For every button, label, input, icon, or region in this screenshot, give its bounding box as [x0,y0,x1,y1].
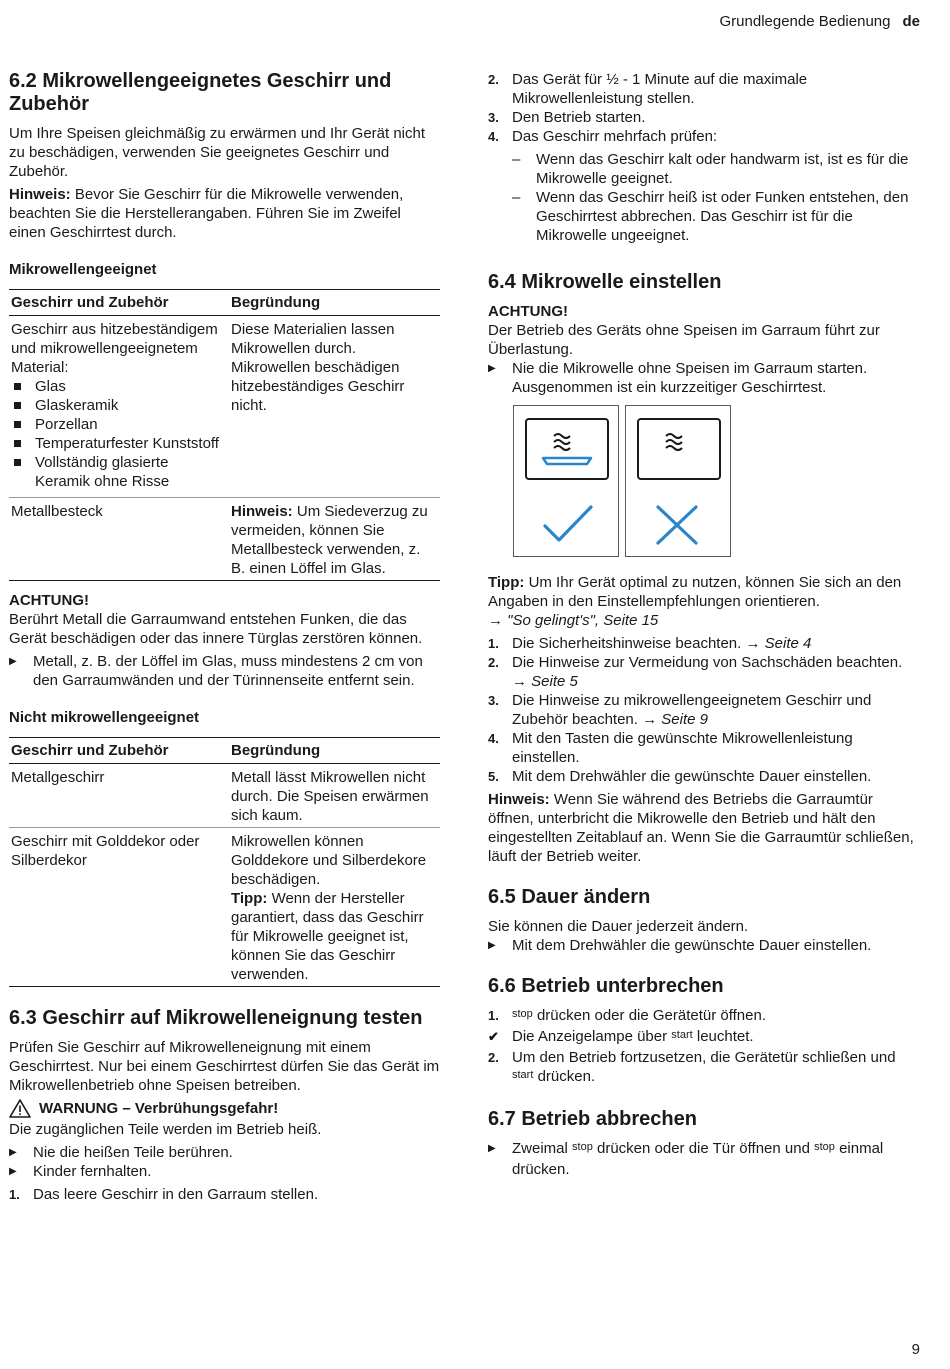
list-item [11,377,227,396]
table-row [9,498,440,581]
list-item [488,359,920,397]
table-header-cell: Geschirr und Zubehör [9,738,229,764]
warning-title [9,1099,440,1118]
reference-link[interactable]: "So gelingt's", Seite 15 [507,612,659,629]
header-language: de [902,13,920,30]
unsuitable-table [9,737,440,987]
arrow-right-icon: → [745,635,761,652]
list-item-text: Die Sicherheitshinweise beachten. [512,635,746,652]
list-item-text: einmal drücken. [512,1140,884,1178]
list-item-text: Glaskeramik [35,397,119,414]
step-number: 2. [488,1050,499,1065]
tip [488,573,920,611]
caution-steps [9,652,440,690]
arrow-right-icon: ▶ [488,1143,496,1154]
list-item [11,453,227,491]
arrow-right-icon: ▶ [9,1166,17,1177]
list-item [488,1048,920,1088]
arrow-right-icon: ▶ [9,656,17,667]
table-header-cell: Begründung [229,738,440,764]
arrow-right-icon: → [488,612,503,629]
arrow-right-icon: → [512,673,527,690]
list-item-text: Das leere Geschirr in den Garraum stellen. [33,1186,319,1203]
section-6-3-intro: Prüfen Sie Geschirr auf Mikrowelleneignung mit einem Geschirrtest. Nur bei einem Geschirrtest dürfen Sie das Gerät im Mikrowellenbetrieb ohne Speisen betreiben. [9,1039,440,1094]
list-item-text: drücken oder die Tür öffnen und [596,1140,810,1157]
oven-with-dish [525,418,609,480]
tip-text: Wenn der Hersteller garantiert, dass das Geschirr für Mikrowelle geeignet ist, können Sie das Geschirr verwenden. [231,890,424,983]
step-number: 2. [488,72,499,87]
section-6-2-hint [9,185,440,242]
list-item-text: drücken oder die Gerätetür öffnen. [536,1007,767,1024]
list-item [9,1185,440,1204]
list-item [11,396,227,415]
list-item [9,1162,440,1181]
list-item-text: leuchtet. [696,1028,754,1045]
hint-text: Bevor Sie Geschirr für die Mikrowelle verwenden, beachten Sie die Herstellerangaben. Führen Sie im Zweifel einen Geschirrtest durch. [9,186,404,241]
illustration-panel-wrong [625,405,731,557]
list-item [488,70,920,108]
list-item-text: Metall, z. B. der Löffel im Glas, muss mindestens 2 cm von den Garraumwänden und der Türinnenseite entfernt sein. [33,653,423,689]
arrow-right-icon: ▶ [9,1147,17,1158]
list-item [488,729,920,767]
list-item [488,767,920,786]
setting-steps [488,634,920,786]
left-column [9,70,440,1208]
table-cell: Metall lässt Mikrowellen nicht durch. Die Speisen erwärmen sich kaum. [229,764,440,828]
arrow-right-icon: ▶ [488,363,496,374]
microwave-illustration [513,405,920,557]
section-6-4-hint [488,790,920,866]
hint-label: Hinweis: [488,791,550,808]
table-cell: Diese Materialien lassen Mikrowellen durch. Mikrowellen beschädigen hitzebeständiges Geschirr nicht. [229,316,440,498]
caution-steps [488,359,920,397]
page-header [720,12,921,31]
bullet-square-icon [14,459,21,466]
warning-triangle-icon [9,1099,31,1118]
list-item-text: Temperaturfester Kunststoff [35,435,219,452]
list-item-text: Wenn das Geschirr heiß ist oder Funken entstehen, den Geschirrtest abbrechen. Das Geschirr ist für die Mikrowelle ungeeignet. [536,189,909,244]
step-number: 4. [488,731,499,746]
table-cell [229,498,440,581]
tip-reference [488,611,920,630]
list-item-text: Den Betrieb starten. [512,109,646,126]
dash-marker: – [512,189,521,206]
warning-title-text: WARNUNG – Verbrühungsgefahr! [39,1100,279,1117]
list-item-text: Um den Betrieb fortzusetzen, die Gerätetür schließen und [512,1049,896,1066]
caution-label: ACHTUNG! [9,592,89,609]
section-6-4-title: 6.4 Mikrowelle einstellen [488,271,722,293]
list-item-text: Porzellan [35,416,98,433]
list-item-text: Wenn das Geschirr kalt oder handwarm ist, ist es für die Mikrowelle geeignet. [536,151,909,187]
tip-label: Tipp: [231,890,268,907]
table-header-row [9,290,440,316]
hint-label: Hinweis: [231,503,293,520]
list-item [9,1143,440,1162]
reference-link[interactable]: Seite 4 [764,635,812,652]
step-number: 2. [488,655,499,670]
cell-text: Geschirr aus hitzebeständigem und mikrowellengeeignetem Material: [11,321,218,376]
test-steps-continued [488,70,920,146]
check-result-icon: ✔ [488,1029,499,1044]
tip-text: Um Ihr Gerät optimal zu nutzen, können Sie sich an den Angaben in den Einstellempfehlungen orientieren. [488,574,902,610]
list-item [512,188,920,245]
table-cell [229,828,440,987]
bullet-square-icon [14,383,21,390]
page-number: 9 [911,1341,920,1358]
list-item-text: Mit dem Drehwähler die gewünschte Dauer einstellen. [512,768,872,785]
table-cell: Metallbesteck [9,498,229,581]
stop-key-label: stop [572,1141,593,1153]
start-key-label: start [512,1069,534,1081]
test-steps [9,1185,440,1204]
section-6-3-title: 6.3 Geschirr auf Mikrowelleneignung testen [9,1007,423,1029]
list-item-text: Kinder fernhalten. [33,1163,152,1180]
arrow-right-icon: ▶ [488,940,496,951]
reference-link[interactable]: Seite 5 [531,673,578,690]
section-6-2-intro: Um Ihre Speisen gleichmäßig zu erwärmen und Ihr Gerät nicht zu beschädigen, verwenden Sie geeignetes Geschirr und Zubehör. [9,125,426,180]
suitable-title: Mikrowellengeeignet [9,261,157,278]
microwave-waves-icon [527,420,607,478]
step-number: 1. [488,1008,499,1023]
step-number: 3. [488,110,499,125]
section-6-7-title: 6.7 Betrieb abbrechen [488,1108,697,1130]
table-row [9,828,440,987]
step-number: 4. [488,129,499,144]
table-header-cell: Geschirr und Zubehör [9,290,229,316]
cross-icon [654,504,700,546]
list-item [488,1006,920,1027]
list-item-text: Das Geschirr mehrfach prüfen: [512,128,718,145]
suitable-table [9,289,440,581]
bullet-square-icon [14,402,21,409]
illustration-panel-correct [513,405,619,557]
right-column [488,70,920,1183]
unsuitable-title: Nicht mikrowellengeeignet [9,709,200,726]
material-list [11,377,227,491]
step-number: 5. [488,769,499,784]
table-header-cell: Begründung [229,290,440,316]
section-6-2-title: 6.2 Mikrowellengeeignetes Geschirr und Zubehör [9,70,392,115]
bullet-square-icon [14,421,21,428]
list-item-text: Die Hinweise zur Vermeidung von Sachschäden beachten. [512,654,903,671]
list-item-text: Mit den Tasten die gewünschte Mikrowellenleistung einstellen. [512,730,853,766]
step-number: 1. [9,1187,20,1202]
section-6-5-intro: Sie können die Dauer jederzeit ändern. [488,918,749,935]
header-section: Grundlegende Bedienung [719,13,891,30]
list-item [488,653,920,691]
tip-label: Tipp: [488,574,525,591]
list-item-text: Nie die heißen Teile berühren. [33,1144,233,1161]
list-item [488,1027,920,1048]
list-item [488,936,920,955]
hint-text: Wenn Sie während des Betriebs die Garraumtür öffnen, unterbricht die Mikrowelle den Betrieb und hält den eingestellten Zeitablauf an. Wenn Sie die Garraumtür schließen, läuft der Betrieb weiter. [488,791,914,865]
list-item-text: Das Gerät für ½ - 1 Minute auf die maximale Mikrowellenleistung stellen. [512,71,808,107]
list-item [488,1139,920,1179]
tip [231,889,438,984]
list-item [9,652,440,690]
list-item-text: Glas [35,378,66,395]
dash-marker: – [512,151,521,168]
list-item [488,691,920,729]
section-6-6-title: 6.6 Betrieb unterbrechen [488,975,724,997]
list-item [11,415,227,434]
checkmark-icon [542,504,594,544]
table-cell [9,316,229,498]
duration-steps [488,936,920,955]
list-item [488,108,920,127]
table-cell: Geschirr mit Golddekor oder Silberdekor [9,828,229,987]
caution-text: Berührt Metall die Garraumwand entstehen Funken, die das Gerät beschädigen oder das innere Türglas zerstören können. [9,611,423,647]
step-number: 3. [488,693,499,708]
step-number: 1. [488,636,499,651]
table-cell: Metallgeschirr [9,764,229,828]
list-item-text: drücken. [537,1068,596,1085]
list-item-text: Zweimal [512,1140,568,1157]
microwave-waves-icon [639,420,719,478]
table-header-row [9,738,440,764]
list-item [488,127,920,146]
oven-empty [637,418,721,480]
warning-steps [9,1143,440,1181]
list-item-text: Die Anzeigelampe über [512,1028,668,1045]
section-6-5-title: 6.5 Dauer ändern [488,886,651,908]
stop-key-label: stop [512,1008,533,1020]
list-item-text: Vollständig glasierte Keramik ohne Risse [35,454,170,490]
list-item [488,634,920,653]
list-item [11,434,227,453]
list-item-text: Nie die Mikrowelle ohne Speisen im Garraum starten. Ausgenommen ist ein kurzzeitiger Geschirrtest. [512,360,868,396]
pause-steps [488,1006,920,1088]
list-item [512,150,920,188]
arrow-right-icon: → [642,711,658,728]
cell-text: Mikrowellen können Golddekore und Silberdekore beschädigen. [231,833,427,888]
caution-text: Der Betrieb des Geräts ohne Speisen im Garraum führt zur Überlastung. [488,322,880,358]
cancel-steps [488,1139,920,1179]
table-row [9,764,440,828]
bullet-square-icon [14,440,21,447]
reference-link[interactable]: Seite 9 [661,711,708,728]
table-row [9,316,440,498]
hint-text: Um Siedeverzug zu vermeiden, können Sie Metallbesteck verwenden, z. B. einen Löffel im Glas. [231,503,428,577]
check-sub-steps [512,150,920,245]
caution-label: ACHTUNG! [488,303,568,320]
list-item-text: Mit dem Drehwähler die gewünschte Dauer einstellen. [512,937,872,954]
hint-label: Hinweis: [9,186,71,203]
warning-text: Die zugänglichen Teile werden im Betrieb heiß. [9,1121,322,1138]
start-key-label: start [671,1029,693,1041]
stop-key-label: stop [814,1141,835,1153]
list-item-text: Die Hinweise zu mikrowellengeeignetem Geschirr und Zubehör beachten. [512,692,872,728]
